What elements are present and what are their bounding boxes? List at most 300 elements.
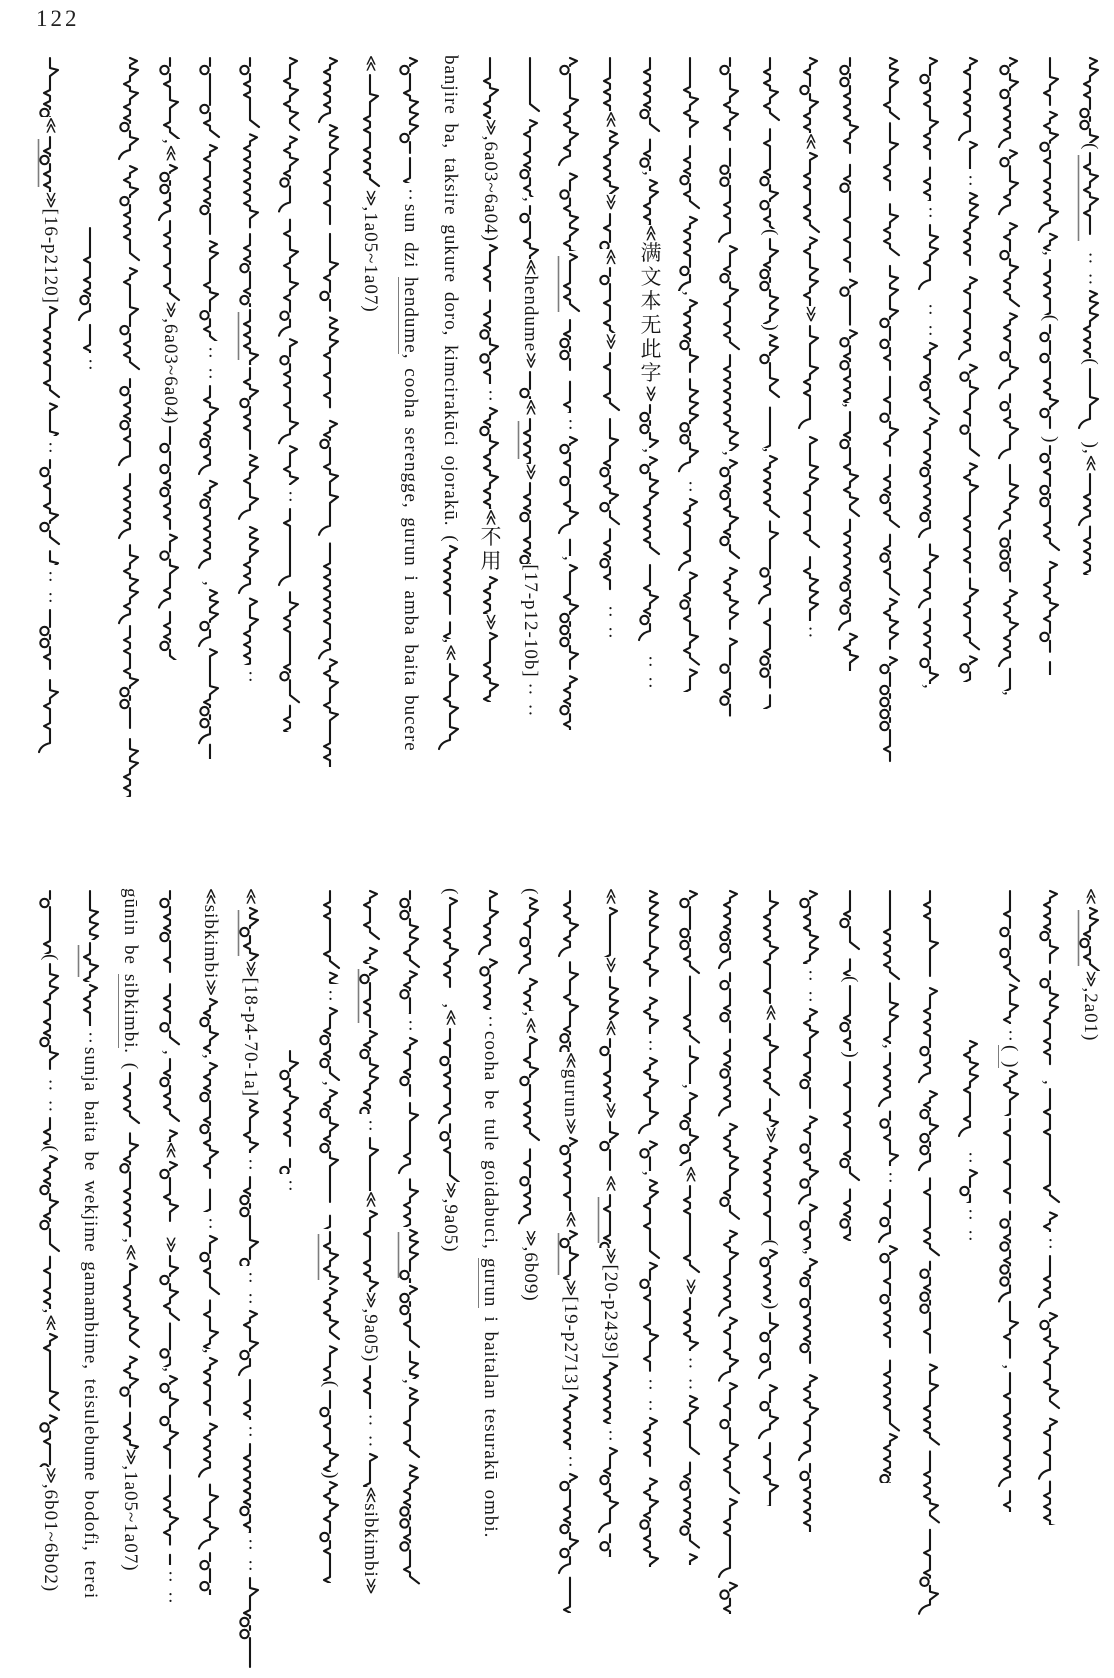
script-column bbox=[993, 55, 1027, 697]
quote-mark: ≫ bbox=[362, 1577, 379, 1595]
script-column bbox=[1033, 55, 1067, 675]
script-column bbox=[873, 55, 907, 771]
punctuation-mark: :: bbox=[680, 1351, 701, 1394]
script-column bbox=[33, 55, 67, 757]
quote-mark: ≪ bbox=[602, 248, 619, 266]
punctuation-mark: , bbox=[680, 1084, 701, 1090]
mongolian-script-run bbox=[920, 222, 941, 298]
mongolian-script-run bbox=[280, 506, 301, 732]
quote-mark: ≫ bbox=[522, 463, 539, 481]
punctuation-mark: , bbox=[480, 135, 501, 142]
latin-transliteration: ( bbox=[120, 1062, 141, 1071]
mongolian-script-run bbox=[560, 55, 581, 251]
mongolian-script-run bbox=[160, 1373, 181, 1565]
quote-mark: ≫ bbox=[522, 352, 539, 369]
latin-transliteration: ( bbox=[40, 1145, 61, 1153]
mongolian-script-run bbox=[840, 1059, 861, 1241]
punctuation-mark: : bbox=[920, 201, 941, 222]
mongolian-script-run bbox=[440, 1026, 461, 1182]
underlined-transliteration: gurun bbox=[480, 1258, 501, 1308]
quote-mark: ≪ bbox=[522, 1017, 539, 1034]
latin-transliteration: hendume bbox=[520, 275, 541, 353]
mongolian-script-run bbox=[760, 453, 781, 709]
quote-mark: ≪ bbox=[242, 888, 259, 905]
upper-text-band bbox=[33, 55, 1111, 855]
quote-mark: ≪ bbox=[602, 888, 619, 905]
punctuation-mark: : bbox=[480, 1010, 501, 1031]
script-column bbox=[553, 888, 587, 1613]
punctuation-mark: :: bbox=[1080, 246, 1101, 289]
script-column bbox=[753, 55, 787, 709]
punctuation-mark: : bbox=[40, 435, 61, 457]
quote-mark: ≫ bbox=[562, 1279, 579, 1297]
mongolian-script-run bbox=[640, 1415, 661, 1567]
script-column bbox=[193, 888, 227, 1595]
latin-transliteration: ) bbox=[320, 1472, 341, 1480]
mongolian-script-run bbox=[600, 55, 621, 111]
script-column bbox=[393, 55, 427, 752]
mongolian-script-run bbox=[600, 1119, 621, 1175]
mongolian-script-run-underlined bbox=[1080, 905, 1101, 971]
mongolian-script-run bbox=[240, 1097, 261, 1153]
mongolian-script-run bbox=[40, 457, 61, 565]
punctuation-mark: , bbox=[520, 1011, 541, 1018]
mongolian-script-run bbox=[80, 888, 101, 940]
mongolian-script-run bbox=[240, 1174, 261, 1266]
citation-reference: 1a05~1a07) bbox=[360, 212, 381, 313]
punctuation-mark: , bbox=[680, 291, 701, 297]
mongolian-script-run bbox=[480, 55, 501, 119]
mongolian-script-run bbox=[320, 55, 341, 767]
quote-mark: ≪ bbox=[762, 1004, 779, 1021]
quote-mark: ≪ bbox=[602, 1175, 619, 1192]
mongolian-script-run bbox=[200, 1060, 221, 1212]
mongolian-script-run bbox=[760, 332, 781, 448]
punctuation-mark: : bbox=[400, 1014, 421, 1035]
mongolian-script-run bbox=[720, 888, 741, 1614]
script-column bbox=[913, 55, 947, 690]
mongolian-script-run bbox=[360, 1135, 381, 1191]
punctuation-mark: :: bbox=[920, 298, 941, 340]
citation-reference: [19-p2713] bbox=[560, 1296, 581, 1392]
mongolian-script-run bbox=[600, 265, 621, 333]
mongolian-script-run bbox=[520, 1034, 541, 1230]
mongolian-script-run bbox=[1080, 366, 1101, 442]
punctuation-mark: :: bbox=[240, 1533, 261, 1576]
punctuation-mark: :: bbox=[600, 600, 621, 642]
punctuation-mark: , bbox=[40, 1483, 61, 1490]
citation-reference: [20-p2439] bbox=[600, 1264, 621, 1360]
mongolian-script-run bbox=[240, 1441, 261, 1533]
latin-transliteration: ( bbox=[440, 535, 461, 543]
mongolian-script-run bbox=[920, 888, 941, 1620]
punctuation-mark: :: bbox=[240, 1266, 261, 1309]
citation-reference: 6a03~6a04) bbox=[160, 324, 181, 425]
latin-transliteration: ) bbox=[1080, 441, 1101, 449]
mongolian-script-run bbox=[480, 574, 501, 614]
punctuation-mark: : bbox=[1040, 1231, 1061, 1253]
quote-mark: ≫ bbox=[162, 1236, 179, 1254]
mongolian-script-run bbox=[360, 1363, 381, 1409]
mongolian-script-run bbox=[680, 1183, 701, 1279]
punctuation-mark: : bbox=[280, 1174, 301, 1195]
quote-mark: ≪ bbox=[162, 144, 179, 162]
script-column bbox=[593, 55, 627, 642]
mongolian-script-run bbox=[640, 177, 661, 225]
script-column bbox=[433, 55, 467, 757]
quote-mark: ≪ bbox=[682, 1165, 699, 1183]
quote-mark: ≪ bbox=[122, 1243, 139, 1261]
mongolian-script-run bbox=[480, 888, 501, 1010]
latin-transliteration: gūnin be bbox=[120, 888, 141, 974]
mongolian-script-run-underlined bbox=[320, 1229, 341, 1285]
latin-transliteration: ( bbox=[1080, 143, 1101, 151]
latin-transliteration: gurun bbox=[560, 1068, 581, 1119]
quote-mark: ≫ bbox=[482, 119, 499, 136]
mongolian-script-run bbox=[1040, 322, 1061, 436]
mongolian-script-run bbox=[320, 1388, 341, 1472]
mongolian-script-run-underlined bbox=[400, 1227, 421, 1283]
latin-transliteration: , cooha serengge, gurun i amba baita bucere bbox=[400, 353, 421, 752]
mongolian-script-run bbox=[320, 1005, 341, 1081]
chinese-editorial-note: 满文本无此字 bbox=[638, 241, 662, 386]
quote-mark: ≫ bbox=[762, 1126, 779, 1144]
quote-mark: ≫ bbox=[122, 1448, 139, 1466]
citation-reference: [16-p2120] bbox=[40, 208, 61, 304]
mongolian-script-run bbox=[440, 895, 461, 1003]
mongolian-script-run bbox=[560, 1471, 581, 1613]
mongolian-script-run bbox=[680, 1090, 701, 1166]
mongolian-script-run bbox=[880, 55, 901, 771]
mongolian-script-run-underlined bbox=[360, 964, 381, 1028]
script-column bbox=[713, 888, 747, 1614]
punctuation-mark: : bbox=[640, 1034, 661, 1055]
mongolian-script-run bbox=[200, 587, 221, 759]
script-column bbox=[273, 888, 307, 1195]
mongolian-script-run bbox=[480, 242, 501, 384]
mongolian-script-run bbox=[1000, 1068, 1021, 1116]
mongolian-script-run bbox=[440, 543, 461, 639]
mongolian-script-run bbox=[280, 1048, 301, 1174]
script-column bbox=[153, 888, 187, 1607]
mongolian-script-run bbox=[40, 1331, 61, 1467]
punctuation-mark: : bbox=[200, 1211, 221, 1233]
punctuation-mark: , bbox=[640, 1171, 661, 1177]
quote-mark: ≫ bbox=[1082, 970, 1099, 988]
punctuation-mark: : bbox=[400, 183, 421, 204]
mongolian-script-run bbox=[40, 304, 61, 436]
script-column bbox=[233, 55, 267, 686]
mongolian-script-run-underlined bbox=[40, 134, 61, 192]
punctuation-mark: :: bbox=[640, 650, 661, 692]
mongolian-script-run bbox=[960, 1167, 981, 1203]
script-column bbox=[313, 888, 347, 1583]
mongolian-script-run bbox=[760, 55, 781, 229]
mongolian-script-run-underlined bbox=[600, 1192, 621, 1248]
quote-mark: ≪ bbox=[442, 644, 459, 662]
script-column bbox=[833, 888, 867, 1241]
punctuation-mark: , bbox=[40, 1308, 61, 1315]
mongolian-script-run bbox=[520, 369, 541, 399]
punctuation-mark: , bbox=[360, 1308, 381, 1315]
punctuation-mark: , bbox=[1080, 448, 1101, 455]
latin-transliteration: i baitalan tesurakū ombi. bbox=[480, 1307, 501, 1539]
mongolian-script-run bbox=[1040, 443, 1061, 675]
quote-mark: ≪ bbox=[802, 133, 819, 150]
punctuation-mark: :: bbox=[360, 1408, 381, 1451]
mongolian-script-run bbox=[320, 888, 341, 984]
mongolian-script-run bbox=[160, 1253, 181, 1367]
script-column bbox=[193, 55, 227, 759]
punctuation-mark: : bbox=[240, 1153, 261, 1175]
script-column bbox=[953, 55, 987, 682]
script-column bbox=[753, 888, 787, 1506]
latin-transliteration: cooha be tule goidabuci, bbox=[480, 1031, 501, 1259]
quote-mark: ≪ bbox=[602, 1019, 619, 1037]
quote-mark: ≫ bbox=[242, 960, 259, 978]
mongolian-script-run bbox=[800, 323, 821, 621]
citation-reference: [18-p4-70-1a] bbox=[240, 977, 261, 1098]
punctuation-mark: :: bbox=[800, 964, 821, 1006]
mongolian-script-run bbox=[1040, 257, 1061, 315]
punctuation-mark: :: bbox=[160, 1565, 181, 1607]
quote-mark: ≪ bbox=[1082, 454, 1099, 472]
mongolian-script-run bbox=[320, 1285, 341, 1381]
mongolian-script-run bbox=[360, 72, 381, 190]
quote-mark: ≪ bbox=[362, 1191, 379, 1208]
punctuation-mark: : bbox=[360, 1114, 381, 1135]
mongolian-script-run bbox=[520, 480, 541, 564]
punctuation-mark: , bbox=[160, 1367, 181, 1373]
mongolian-script-run bbox=[120, 1261, 141, 1449]
mongolian-script-run bbox=[600, 350, 621, 600]
quote-mark: ≫ bbox=[602, 333, 619, 350]
mongolian-script-run bbox=[240, 1308, 261, 1420]
quote-mark: ≫ bbox=[602, 1247, 619, 1265]
script-column bbox=[153, 55, 187, 660]
punctuation-mark: : bbox=[880, 1165, 901, 1187]
punctuation-mark: : bbox=[560, 1449, 581, 1471]
quote-mark: ≪ bbox=[42, 1314, 59, 1332]
underlined-transliteration: sibkimbi bbox=[120, 973, 141, 1049]
mongolian-script-run bbox=[840, 888, 861, 976]
punctuation-mark: , bbox=[1000, 691, 1021, 697]
mongolian-script-run bbox=[640, 55, 661, 171]
mongolian-script-run bbox=[400, 55, 421, 183]
script-column bbox=[913, 888, 947, 1620]
quote-mark: ≫ bbox=[562, 1118, 579, 1135]
script-column bbox=[313, 55, 347, 767]
punctuation-mark: : bbox=[240, 1420, 261, 1442]
script-column bbox=[393, 888, 427, 1597]
quote-mark: ≫ bbox=[362, 1291, 379, 1309]
quote-mark: ≪ bbox=[362, 55, 379, 72]
mongolian-script-run bbox=[760, 1144, 781, 1240]
mongolian-script-run bbox=[600, 211, 621, 249]
quote-mark: ≫ bbox=[602, 956, 619, 974]
quote-mark: ≫ bbox=[642, 385, 659, 403]
mongolian-script-run bbox=[920, 55, 941, 201]
latin-transliteration: ( bbox=[760, 229, 781, 237]
punctuation-mark: : bbox=[280, 485, 301, 506]
mongolian-script-run bbox=[600, 1360, 621, 1424]
mongolian-script-run bbox=[160, 162, 181, 302]
latin-transliteration: ( bbox=[760, 1239, 781, 1247]
quote-mark: ≪ bbox=[562, 1052, 579, 1069]
script-column bbox=[73, 55, 107, 374]
mongolian-script-run bbox=[600, 1036, 621, 1102]
quote-mark: ≪ bbox=[482, 508, 499, 526]
mongolian-script-run bbox=[760, 1310, 781, 1506]
latin-transliteration: ) bbox=[1040, 436, 1061, 444]
latin-transliteration: banjire ba, taksire gukure doro, kimcirakūci ojorakū. bbox=[440, 55, 461, 536]
punctuation-mark: : bbox=[960, 1146, 981, 1167]
punctuation-mark: :: bbox=[640, 1372, 661, 1415]
mongolian-script-run bbox=[560, 888, 581, 1052]
mongolian-script-run bbox=[560, 562, 581, 730]
punctuation-mark: , bbox=[320, 1081, 341, 1087]
latin-transliteration: sunja baita be wekjime gamambime, teisulebume bodofi, terei bbox=[80, 1047, 101, 1600]
mongolian-script-run bbox=[800, 1256, 821, 1532]
mongolian-script-run bbox=[40, 607, 61, 757]
punctuation-mark: :: bbox=[520, 677, 541, 720]
punctuation-mark: : bbox=[800, 620, 821, 642]
mongolian-script-run bbox=[680, 297, 701, 475]
quote-mark: ≪ bbox=[642, 224, 659, 242]
mongolian-script-run bbox=[440, 661, 461, 757]
script-column bbox=[993, 888, 1027, 1512]
punctuation-mark: , bbox=[160, 318, 181, 324]
mongolian-script-run bbox=[960, 1038, 981, 1146]
lower-text-band bbox=[33, 888, 1111, 1678]
latin-transliteration: ( bbox=[440, 888, 461, 896]
mongolian-script-run-underlined bbox=[560, 251, 581, 317]
latin-transliteration: ( bbox=[320, 1380, 341, 1389]
quote-mark: ≫ bbox=[42, 1467, 59, 1484]
mongolian-script-run bbox=[240, 55, 261, 307]
punctuation-mark: : bbox=[320, 984, 341, 1005]
mongolian-script-run bbox=[320, 1479, 341, 1583]
punctuation-mark: : bbox=[960, 169, 981, 190]
mongolian-script-run bbox=[400, 1385, 421, 1597]
punctuation-mark: , bbox=[120, 1465, 141, 1472]
mongolian-script-run bbox=[640, 402, 661, 448]
latin-transliteration: ) bbox=[840, 1051, 861, 1059]
punctuation-mark: , bbox=[360, 206, 381, 213]
mongolian-script-run bbox=[40, 55, 61, 117]
mongolian-script-run-underlined bbox=[1080, 150, 1101, 246]
script-column bbox=[553, 55, 587, 730]
mongolian-script-run bbox=[800, 150, 821, 306]
mongolian-script-run bbox=[200, 996, 221, 1054]
punctuation-mark: : bbox=[560, 413, 581, 434]
mongolian-script-run bbox=[680, 55, 701, 291]
script-column bbox=[793, 888, 827, 1532]
script-column bbox=[353, 55, 387, 313]
mongolian-script-run bbox=[880, 888, 901, 1044]
punctuation-mark: , bbox=[840, 403, 861, 409]
mongolian-script-run bbox=[360, 1208, 381, 1292]
quote-mark: ≫ bbox=[362, 189, 379, 207]
mongolian-script-run bbox=[480, 630, 501, 702]
script-column bbox=[1033, 888, 1067, 1525]
mongolian-script-run bbox=[200, 383, 221, 581]
script-column bbox=[793, 55, 827, 642]
mongolian-script-run bbox=[320, 1087, 341, 1229]
citation-reference: 2a01) bbox=[1080, 993, 1101, 1042]
mongolian-script-run bbox=[480, 405, 501, 509]
quote-mark: ≪ bbox=[522, 258, 539, 276]
mongolian-script-run bbox=[80, 982, 101, 1026]
mongolian-script-run bbox=[640, 1055, 661, 1171]
punctuation-mark: :: bbox=[960, 1203, 981, 1245]
quote-mark: ≫ bbox=[602, 1102, 619, 1119]
mongolian-script-run bbox=[600, 905, 621, 957]
citation-reference: 9a05) bbox=[440, 1204, 461, 1253]
script-column bbox=[633, 888, 667, 1567]
mongolian-script-run bbox=[1040, 55, 1061, 251]
mongolian-script-run-underlined bbox=[560, 1228, 581, 1280]
chinese-editorial-note: 不用 bbox=[478, 525, 502, 574]
mongolian-script-run bbox=[200, 1355, 221, 1595]
quote-mark: ≪ bbox=[602, 111, 619, 128]
script-column bbox=[73, 888, 107, 1599]
punctuation-mark: , bbox=[440, 638, 461, 645]
script-column bbox=[1073, 888, 1107, 1042]
punctuation-mark: , bbox=[400, 1379, 421, 1385]
latin-transliteration: . bbox=[120, 1048, 141, 1063]
quote-mark: ≫ bbox=[682, 1278, 699, 1296]
mongolian-script-run bbox=[840, 983, 861, 1051]
punctuation-mark: , bbox=[1080, 987, 1101, 994]
script-column bbox=[673, 55, 707, 692]
mongolian-script-run bbox=[240, 365, 261, 665]
underlined-transliteration: hendume bbox=[400, 277, 421, 354]
citation-reference: 6b09) bbox=[520, 1252, 541, 1302]
punctuation-mark: : bbox=[240, 665, 261, 686]
mongolian-script-run bbox=[160, 424, 181, 660]
mongolian-script-run bbox=[40, 1153, 61, 1309]
mongolian-script-run bbox=[960, 55, 981, 169]
script-column bbox=[833, 55, 867, 671]
mongolian-script-run bbox=[520, 203, 541, 259]
mongolian-script-run bbox=[120, 55, 141, 797]
citation-reference: 9a05) bbox=[360, 1314, 381, 1363]
mongolian-script-run bbox=[360, 888, 381, 964]
script-column bbox=[353, 888, 387, 1595]
punctuation-mark: : bbox=[480, 383, 501, 405]
punctuation-mark: , bbox=[200, 1054, 221, 1060]
punctuation-mark: , bbox=[640, 448, 661, 454]
punctuation-mark: , bbox=[200, 581, 221, 587]
mongolian-script-run bbox=[520, 895, 541, 1011]
latin-transliteration: ) bbox=[760, 324, 781, 332]
mongolian-script-run bbox=[760, 1247, 781, 1303]
latin-transliteration: ) bbox=[760, 1302, 781, 1311]
mongolian-script-run bbox=[120, 1070, 141, 1238]
punctuation-mark: , bbox=[440, 1003, 461, 1010]
citation-reference: 6a03~6a04) bbox=[480, 141, 501, 242]
mongolian-script-run bbox=[600, 974, 621, 1020]
script-column bbox=[473, 55, 507, 702]
mongolian-script-run bbox=[560, 1135, 581, 1211]
quote-mark: ≪ bbox=[522, 398, 539, 416]
mongolian-script-run bbox=[600, 1445, 621, 1557]
mongolian-script-run bbox=[760, 1021, 781, 1127]
mongolian-script-run bbox=[680, 1393, 701, 1565]
mongolian-script-run bbox=[200, 1233, 221, 1349]
punctuation-mark: :: bbox=[40, 1073, 61, 1116]
